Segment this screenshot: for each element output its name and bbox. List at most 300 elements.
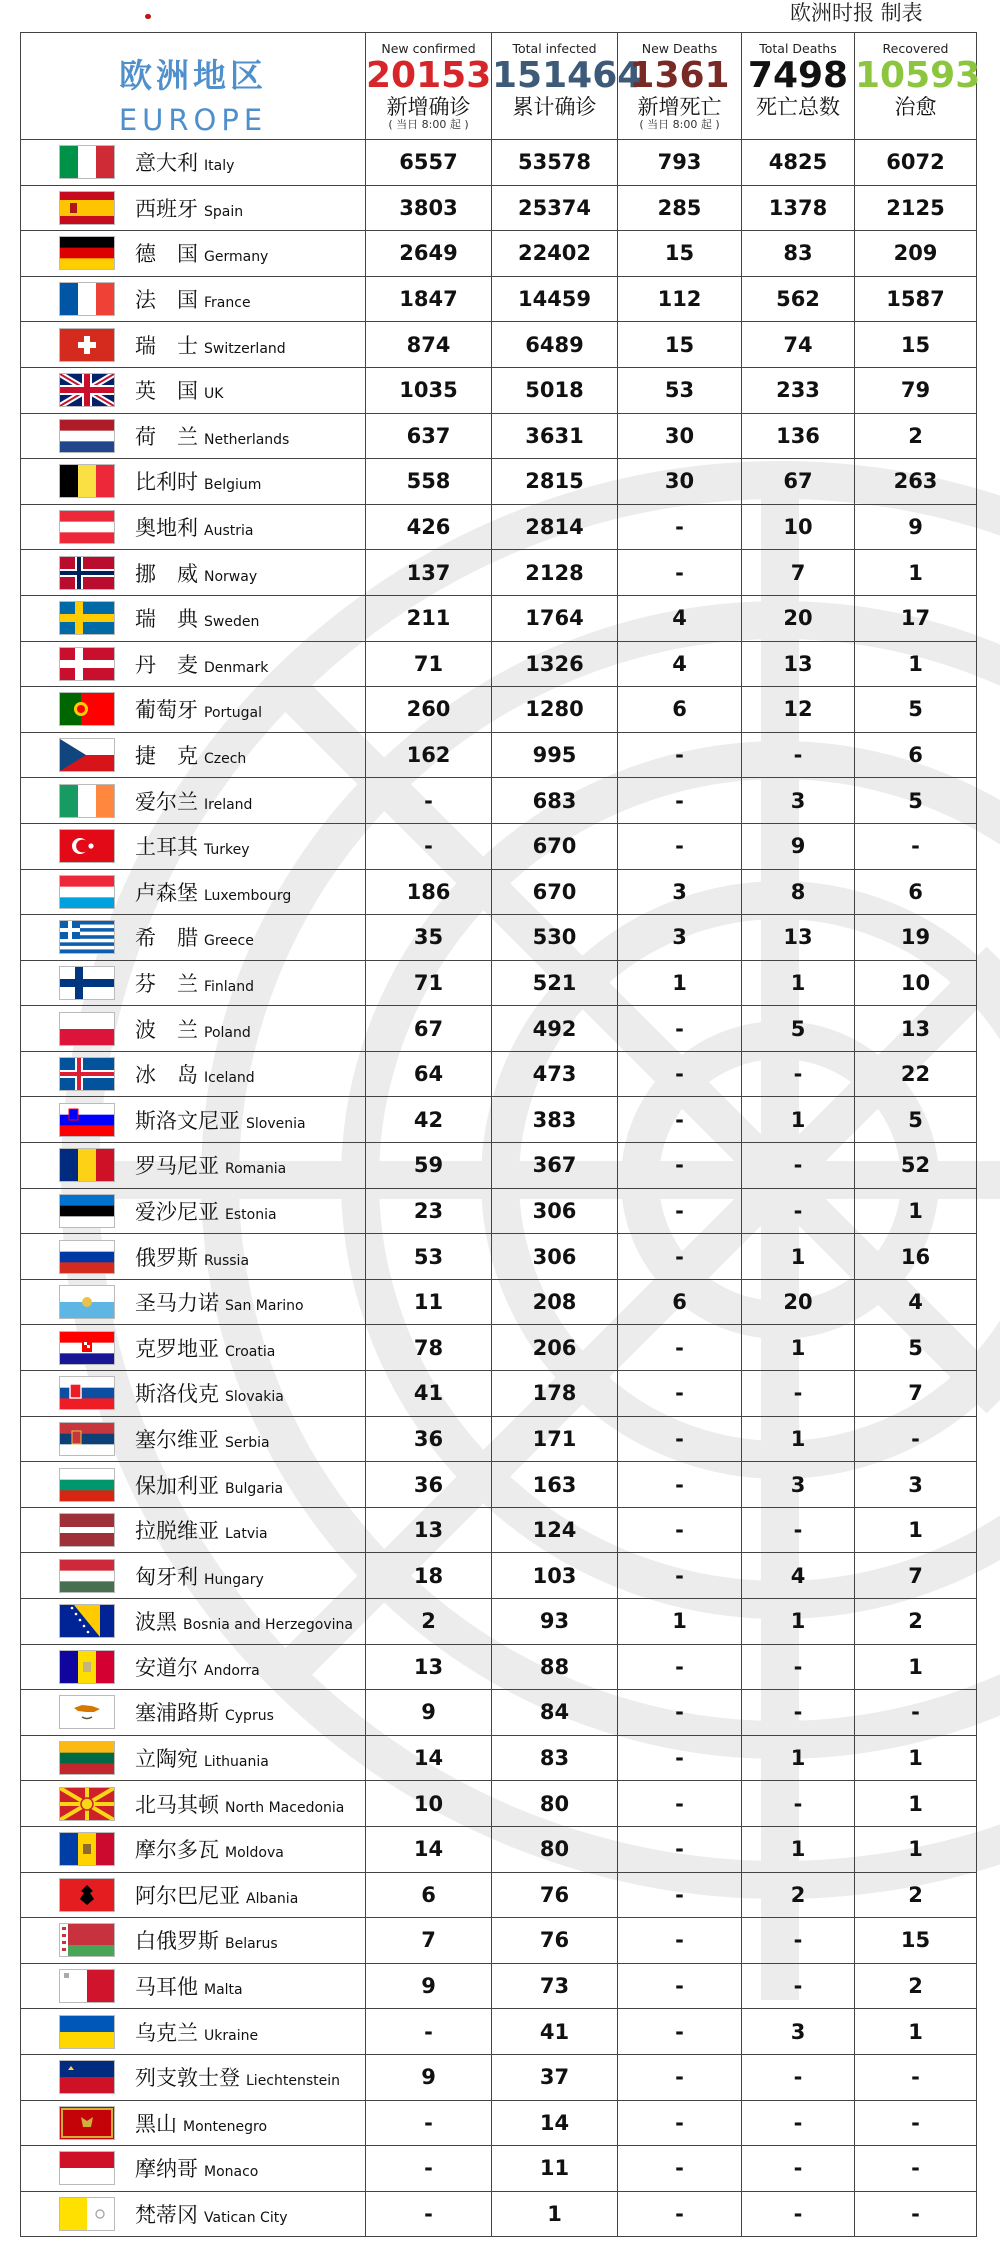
table-row <box>21 1143 977 1189</box>
country-name-en: Bulgaria <box>225 1480 284 1497</box>
table-row <box>21 140 977 186</box>
new-deaths-cell: - <box>618 732 742 778</box>
recovered-cell: 16 <box>855 1234 977 1280</box>
table-header-row <box>21 33 977 140</box>
country-name-en: Monaco <box>204 2164 259 2181</box>
country-cell <box>21 595 366 641</box>
new-deaths-cell: 4 <box>618 595 742 641</box>
new-deaths-cell: - <box>618 1644 742 1690</box>
table-row <box>21 1097 977 1143</box>
it-flag-icon <box>59 145 115 179</box>
country-cell <box>21 1781 366 1827</box>
new-confirmed-cell: 1847 <box>366 276 492 322</box>
country-cell <box>21 276 366 322</box>
new-confirmed-cell: - <box>366 2009 492 2055</box>
col-label-zh: 死亡总数 <box>756 95 840 119</box>
country-name-zh: 意大利 <box>135 151 198 176</box>
recovered-cell: 1 <box>855 1644 977 1690</box>
new-deaths-cell: - <box>618 1143 742 1189</box>
table-row <box>21 2146 977 2192</box>
tr-flag-icon <box>59 829 115 863</box>
country-cell <box>21 1006 366 1052</box>
country-name-zh: 立陶宛 <box>135 1747 198 1772</box>
total-deaths-cell: 1 <box>742 960 855 1006</box>
country-cell <box>21 1690 366 1736</box>
total-infected-cell: 530 <box>492 915 618 961</box>
new-confirmed-cell: - <box>366 778 492 824</box>
country-cell <box>21 459 366 505</box>
new-deaths-cell: - <box>618 1826 742 1872</box>
country-cell <box>21 1918 366 1964</box>
col-note: ( 当日 8:00 起 ) <box>388 118 469 131</box>
total-deaths-cell: 1 <box>742 1325 855 1371</box>
new-confirmed-cell: 78 <box>366 1325 492 1371</box>
country-name-en: San Marino <box>225 1298 304 1315</box>
new-confirmed-cell: 41 <box>366 1371 492 1417</box>
al-flag-icon <box>59 1878 115 1912</box>
recovered-cell: 5 <box>855 687 977 733</box>
country-name-en: Serbia <box>225 1434 270 1451</box>
new-confirmed-cell: 13 <box>366 1644 492 1690</box>
new-confirmed-cell: 558 <box>366 459 492 505</box>
total-deaths-cell: 1 <box>742 1097 855 1143</box>
new-deaths-cell: - <box>618 1188 742 1234</box>
table-row <box>21 1279 977 1325</box>
recovered-cell: 5 <box>855 1097 977 1143</box>
table-row <box>21 641 977 687</box>
ua-flag-icon <box>59 2015 115 2049</box>
table-row <box>21 550 977 596</box>
se-flag-icon <box>59 601 115 635</box>
country-name-en: Bosnia and Herzegovina <box>183 1617 353 1634</box>
table-row <box>21 185 977 231</box>
total-infected-cell: 76 <box>492 1872 618 1918</box>
at-flag-icon <box>59 510 115 544</box>
table-row <box>21 1416 977 1462</box>
new-deaths-cell: - <box>618 778 742 824</box>
new-confirmed-cell: - <box>366 2191 492 2237</box>
new-confirmed-cell: 6557 <box>366 140 492 186</box>
new-deaths-cell: - <box>618 1416 742 1462</box>
country-name-en: Turkey <box>204 842 250 859</box>
total-deaths-cell: - <box>742 1644 855 1690</box>
country-cell <box>21 1416 366 1462</box>
country-name-en: Luxembourg <box>204 887 292 904</box>
country-name-zh: 卢森堡 <box>135 880 198 905</box>
country-name-zh: 拉脱维亚 <box>135 1519 219 1544</box>
table-row <box>21 778 977 824</box>
total-infected-cell: 25374 <box>492 185 618 231</box>
country-name-en: Greece <box>204 933 254 950</box>
total-infected-cell: 670 <box>492 823 618 869</box>
total-infected-cell: 1 <box>492 2191 618 2237</box>
recovered-cell: 9 <box>855 504 977 550</box>
total-infected-cell: 103 <box>492 1553 618 1599</box>
country-cell <box>21 1325 366 1371</box>
table-row <box>21 276 977 322</box>
col-header-new-deaths <box>618 33 742 140</box>
total-deaths-cell: - <box>742 1371 855 1417</box>
recovered-cell: 22 <box>855 1051 977 1097</box>
country-name-zh: 芬 兰 <box>135 971 198 996</box>
total-deaths-cell: 12 <box>742 687 855 733</box>
table-row <box>21 732 977 778</box>
total-deaths-cell: - <box>742 1918 855 1964</box>
table-row <box>21 1735 977 1781</box>
country-name-zh: 圣马力诺 <box>135 1291 219 1316</box>
country-name-en: Estonia <box>225 1206 277 1223</box>
country-name-zh: 梵蒂冈 <box>135 2203 198 2228</box>
country-name-zh: 葡萄牙 <box>135 698 198 723</box>
new-confirmed-cell: 18 <box>366 1553 492 1599</box>
recovered-cell: - <box>855 2191 977 2237</box>
country-name-zh: 德 国 <box>135 242 198 267</box>
country-cell <box>21 1553 366 1599</box>
total-infected-cell: 22402 <box>492 231 618 277</box>
total-deaths-cell: 5 <box>742 1006 855 1052</box>
country-name-zh: 波 兰 <box>135 1017 198 1042</box>
country-cell <box>21 869 366 915</box>
total-infected-cell: 995 <box>492 732 618 778</box>
recovered-cell: 5 <box>855 1325 977 1371</box>
dk-flag-icon <box>59 647 115 681</box>
country-cell <box>21 2146 366 2192</box>
ch-flag-icon <box>59 328 115 362</box>
new-deaths-cell: - <box>618 1918 742 1964</box>
new-deaths-cell: - <box>618 1781 742 1827</box>
total-deaths-cell: - <box>742 1188 855 1234</box>
md-flag-icon <box>59 1832 115 1866</box>
table-row <box>21 459 977 505</box>
country-name-zh: 塞尔维亚 <box>135 1427 219 1452</box>
table-row <box>21 367 977 413</box>
table-row <box>21 504 977 550</box>
new-deaths-cell: 3 <box>618 869 742 915</box>
new-deaths-cell: - <box>618 1690 742 1736</box>
table-row <box>21 915 977 961</box>
total-deaths-cell: 4 <box>742 1553 855 1599</box>
total-deaths-cell: 7 <box>742 550 855 596</box>
recovered-cell: 6 <box>855 732 977 778</box>
mk-flag-icon <box>59 1787 115 1821</box>
country-name-zh: 奥地利 <box>135 516 198 541</box>
total-deaths-cell: 1378 <box>742 185 855 231</box>
country-name-en: Vatican City <box>204 2210 288 2227</box>
country-name-en: France <box>204 295 251 312</box>
country-name-zh: 北马其顿 <box>135 1792 219 1817</box>
country-name-en: Finland <box>204 978 255 995</box>
col-total-value: 20153 <box>366 55 492 96</box>
recovered-cell: 15 <box>855 322 977 368</box>
country-cell <box>21 1371 366 1417</box>
new-deaths-cell: - <box>618 2146 742 2192</box>
country-cell <box>21 2054 366 2100</box>
total-infected-cell: 6489 <box>492 322 618 368</box>
new-deaths-cell: - <box>618 2009 742 2055</box>
country-cell <box>21 2009 366 2055</box>
region-title-en: EUROPE <box>118 102 268 137</box>
country-name-en: Slovakia <box>225 1389 284 1406</box>
sk-flag-icon <box>59 1376 115 1410</box>
table-row <box>21 322 977 368</box>
country-cell <box>21 1872 366 1918</box>
new-deaths-cell: - <box>618 1553 742 1599</box>
hr-flag-icon <box>59 1331 115 1365</box>
recovered-cell: - <box>855 823 977 869</box>
country-cell <box>21 915 366 961</box>
country-name-zh: 爱沙尼亚 <box>135 1199 219 1224</box>
table-row <box>21 2100 977 2146</box>
total-infected-cell: 93 <box>492 1599 618 1645</box>
total-infected-cell: 206 <box>492 1325 618 1371</box>
new-confirmed-cell: 260 <box>366 687 492 733</box>
country-name-en: Norway <box>204 568 258 585</box>
total-deaths-cell: 1 <box>742 1234 855 1280</box>
country-name-zh: 挪 威 <box>135 561 198 586</box>
country-name-zh: 列支敦士登 <box>135 2066 240 2091</box>
new-confirmed-cell: 36 <box>366 1416 492 1462</box>
new-confirmed-cell: 67 <box>366 1006 492 1052</box>
new-confirmed-cell: 42 <box>366 1097 492 1143</box>
recovered-cell: 2 <box>855 413 977 459</box>
be-flag-icon <box>59 464 115 498</box>
country-name-en: Spain <box>204 203 244 220</box>
country-name-zh: 乌克兰 <box>135 2020 198 2045</box>
table-row <box>21 1599 977 1645</box>
country-cell <box>21 413 366 459</box>
new-deaths-cell: 285 <box>618 185 742 231</box>
country-name-zh: 丹 麦 <box>135 652 198 677</box>
total-infected-cell: 2128 <box>492 550 618 596</box>
table-body <box>21 140 977 2237</box>
total-infected-cell: 124 <box>492 1507 618 1553</box>
country-name-en: Liechtenstein <box>246 2073 341 2090</box>
new-confirmed-cell: 6 <box>366 1872 492 1918</box>
country-name-zh: 安道尔 <box>135 1655 198 1680</box>
country-name-en: UK <box>204 386 224 403</box>
country-name-zh: 塞浦路斯 <box>135 1701 219 1726</box>
new-deaths-cell: 1 <box>618 1599 742 1645</box>
table-row <box>21 2191 977 2237</box>
total-infected-cell: 84 <box>492 1690 618 1736</box>
new-confirmed-cell: 2 <box>366 1599 492 1645</box>
new-confirmed-cell: 59 <box>366 1143 492 1189</box>
total-deaths-cell: 3 <box>742 1462 855 1508</box>
total-infected-cell: 2815 <box>492 459 618 505</box>
col-header-recovered <box>855 33 981 140</box>
fi-flag-icon <box>59 966 115 1000</box>
new-deaths-cell: 53 <box>618 367 742 413</box>
total-deaths-cell: - <box>742 2191 855 2237</box>
country-name-en: Slovenia <box>246 1115 306 1132</box>
new-confirmed-cell: 9 <box>366 1963 492 2009</box>
country-name-en: Belarus <box>225 1936 278 1953</box>
new-confirmed-cell: 3803 <box>366 185 492 231</box>
total-deaths-cell: - <box>742 1690 855 1736</box>
country-name-en: Andorra <box>204 1662 260 1679</box>
no-flag-icon <box>59 556 115 590</box>
region-title-zh: 欧洲地区 <box>119 55 267 95</box>
table-row <box>21 1690 977 1736</box>
country-name-en: Malta <box>204 1982 243 1999</box>
new-deaths-cell: - <box>618 1371 742 1417</box>
country-name-en: Belgium <box>204 477 262 494</box>
country-name-zh: 法 国 <box>135 288 198 313</box>
total-deaths-cell: 1 <box>742 1416 855 1462</box>
new-confirmed-cell: - <box>366 823 492 869</box>
country-name-zh: 斯洛伐克 <box>135 1382 219 1407</box>
total-deaths-cell: 74 <box>742 322 855 368</box>
country-cell <box>21 823 366 869</box>
ru-flag-icon <box>59 1240 115 1274</box>
total-deaths-cell: 20 <box>742 1279 855 1325</box>
total-deaths-cell: 3 <box>742 778 855 824</box>
country-name-zh: 俄罗斯 <box>135 1245 198 1270</box>
country-name-en: Ireland <box>204 796 253 813</box>
country-name-zh: 比利时 <box>135 470 198 495</box>
total-deaths-cell: - <box>742 732 855 778</box>
cz-flag-icon <box>59 738 115 772</box>
recovered-cell: 1 <box>855 1507 977 1553</box>
hu-flag-icon <box>59 1559 115 1593</box>
total-infected-cell: 208 <box>492 1279 618 1325</box>
country-cell <box>21 504 366 550</box>
new-confirmed-cell: 9 <box>366 2054 492 2100</box>
new-deaths-cell: - <box>618 1462 742 1508</box>
total-infected-cell: 1280 <box>492 687 618 733</box>
country-name-en: Austria <box>204 523 254 540</box>
red-dot-mark <box>145 14 151 19</box>
country-name-zh: 英 国 <box>135 379 198 404</box>
fr-flag-icon <box>59 282 115 316</box>
recovered-cell: 2125 <box>855 185 977 231</box>
new-confirmed-cell: 53 <box>366 1234 492 1280</box>
total-deaths-cell: - <box>742 1507 855 1553</box>
total-deaths-cell: 233 <box>742 367 855 413</box>
new-deaths-cell: - <box>618 1097 742 1143</box>
country-cell <box>21 2191 366 2237</box>
country-name-en: Sweden <box>204 614 260 631</box>
nl-flag-icon <box>59 419 115 453</box>
recovered-cell: 263 <box>855 459 977 505</box>
table-row <box>21 1507 977 1553</box>
col-header-total-infected <box>492 33 643 140</box>
total-infected-cell: 5018 <box>492 367 618 413</box>
table-row <box>21 231 977 277</box>
total-infected-cell: 3631 <box>492 413 618 459</box>
recovered-cell: 3 <box>855 1462 977 1508</box>
cy-flag-icon <box>59 1695 115 1729</box>
table-row <box>21 1963 977 2009</box>
total-deaths-cell: 10 <box>742 504 855 550</box>
table-row <box>21 1918 977 1964</box>
col-total-value: 10593 <box>855 55 981 96</box>
total-infected-cell: 306 <box>492 1188 618 1234</box>
new-confirmed-cell: 137 <box>366 550 492 596</box>
country-name-en: Germany <box>204 249 269 266</box>
new-deaths-cell: - <box>618 2100 742 2146</box>
bg-flag-icon <box>59 1468 115 1502</box>
total-infected-cell: 14 <box>492 2100 618 2146</box>
pl-flag-icon <box>59 1012 115 1046</box>
country-name-zh: 马耳他 <box>135 1975 198 2000</box>
total-deaths-cell: 13 <box>742 641 855 687</box>
total-infected-cell: 683 <box>492 778 618 824</box>
country-name-en: Iceland <box>204 1070 255 1087</box>
new-deaths-cell: 30 <box>618 459 742 505</box>
total-infected-cell: 473 <box>492 1051 618 1097</box>
country-cell <box>21 322 366 368</box>
ba-flag-icon <box>59 1604 115 1638</box>
is-flag-icon <box>59 1057 115 1091</box>
total-infected-cell: 1764 <box>492 595 618 641</box>
country-cell <box>21 1826 366 1872</box>
country-name-zh: 波黑 <box>135 1610 177 1635</box>
new-confirmed-cell: - <box>366 2100 492 2146</box>
new-confirmed-cell: 874 <box>366 322 492 368</box>
new-confirmed-cell: 7 <box>366 1918 492 1964</box>
de-flag-icon <box>59 236 115 270</box>
new-confirmed-cell: 14 <box>366 1826 492 1872</box>
new-deaths-cell: 15 <box>618 231 742 277</box>
total-deaths-cell: 136 <box>742 413 855 459</box>
country-cell <box>21 1279 366 1325</box>
va-flag-icon <box>59 2197 115 2231</box>
new-confirmed-cell: 186 <box>366 869 492 915</box>
country-cell <box>21 1599 366 1645</box>
recovered-cell: 4 <box>855 1279 977 1325</box>
recovered-cell: 15 <box>855 1918 977 1964</box>
total-infected-cell: 88 <box>492 1644 618 1690</box>
total-infected-cell: 14459 <box>492 276 618 322</box>
total-infected-cell: 2814 <box>492 504 618 550</box>
country-cell <box>21 687 366 733</box>
recovered-cell: 2 <box>855 1872 977 1918</box>
table-row <box>21 1325 977 1371</box>
country-cell <box>21 1188 366 1234</box>
total-infected-cell: 383 <box>492 1097 618 1143</box>
country-name-en: Lithuania <box>204 1754 269 1771</box>
total-deaths-cell: - <box>742 2100 855 2146</box>
country-name-en: Moldova <box>225 1845 284 1862</box>
col-label-zh: 累计确诊 <box>512 95 597 119</box>
new-confirmed-cell: 211 <box>366 595 492 641</box>
country-name-zh: 摩纳哥 <box>135 2157 198 2182</box>
country-cell <box>21 1234 366 1280</box>
col-label-en: Total Deaths <box>759 41 837 56</box>
country-cell <box>21 732 366 778</box>
country-name-en: Hungary <box>204 1571 264 1588</box>
col-label-zh: 治愈 <box>894 95 937 119</box>
table-row <box>21 2009 977 2055</box>
country-name-en: Albania <box>246 1890 299 1907</box>
new-deaths-cell: 1 <box>618 960 742 1006</box>
new-confirmed-cell: 1035 <box>366 367 492 413</box>
recovered-cell: 17 <box>855 595 977 641</box>
col-header-total-deaths <box>742 33 855 140</box>
new-confirmed-cell: 637 <box>366 413 492 459</box>
table-row <box>21 2054 977 2100</box>
country-cell <box>21 1097 366 1143</box>
new-confirmed-cell: 162 <box>366 732 492 778</box>
new-deaths-cell: - <box>618 2191 742 2237</box>
total-deaths-cell: - <box>742 1051 855 1097</box>
country-cell <box>21 2100 366 2146</box>
recovered-cell: 1 <box>855 550 977 596</box>
by-flag-icon <box>59 1923 115 1957</box>
new-confirmed-cell: 71 <box>366 960 492 1006</box>
ie-flag-icon <box>59 784 115 818</box>
